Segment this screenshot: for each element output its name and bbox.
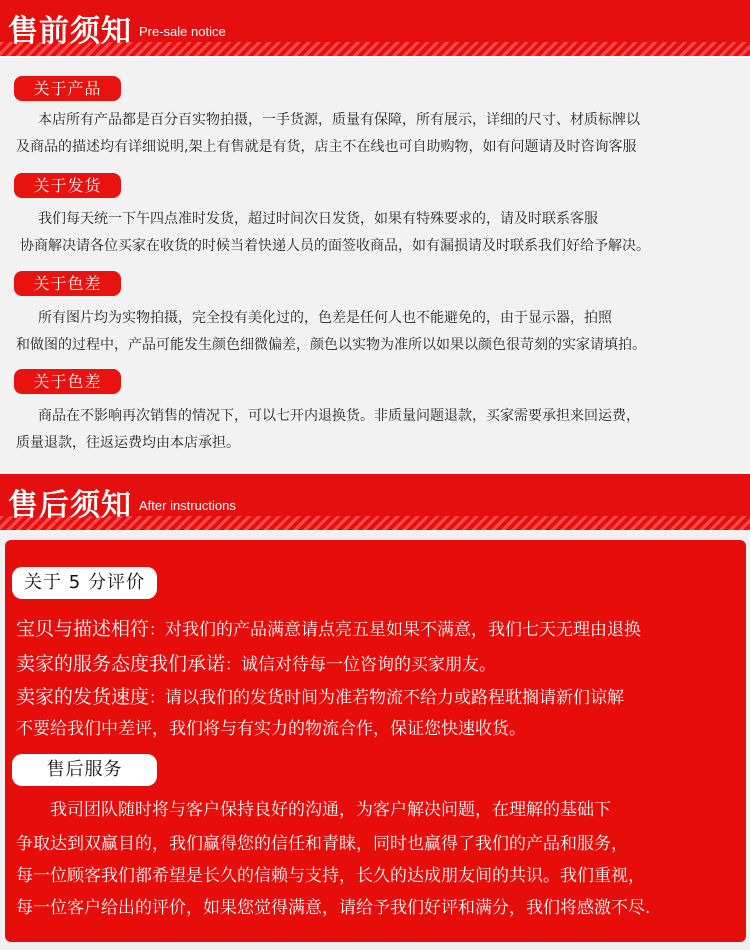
rating-item-sep: ：: [225, 655, 242, 674]
rating-item-description: [16, 616, 641, 643]
rating-item-text: 对我们的产品满意请点亮五星如果不满意，我们七天无理由退换: [165, 620, 642, 640]
presale-title: 售前须知: [8, 14, 132, 49]
rating-item-text: 诚信对待每一位咨询的买家朋友。: [241, 655, 497, 675]
section-label-returns: 关于色差: [14, 369, 121, 394]
section-text-line: 商品在不影响再次销售的情况下，可以七开内退换货。非质量问题退款，买家需要承担来回运费，: [38, 408, 640, 424]
rating-continuation: 不要给我们中差评，我们将与有实力的物流合作，保证您快速收货。: [16, 719, 526, 739]
rating-item-text: 请以我们的发货时间为准若物流不给力或路程耽搁请新们谅解: [165, 688, 625, 708]
presale-panel: [0, 58, 750, 472]
service-text-line: 我司团队随时将与客户保持良好的沟通，为客户解决问题，在理解的基础下: [50, 800, 611, 820]
presale-banner: [0, 0, 750, 56]
service-text-line: 每一位顾客我们都希望是长久的信赖与支持，长久的达成朋友间的共识。我们重视，: [16, 866, 645, 886]
section-label-shipping: 关于发货: [14, 173, 121, 198]
service-text-line: 每一位客户给出的评价，如果您觉得满意，请给予我们好评和满分，我们将感激不尽.: [16, 898, 651, 918]
section-label-color-difference: 关于色差: [14, 271, 121, 296]
rating-label: 关于 5 分评价: [12, 567, 157, 599]
section-text-line: 协商解决请各位买家在收货的时候当着快递人员的面签收商品，如有漏损请及时联系我们好给予解决。: [20, 238, 650, 254]
presale-subtitle: Pre-sale notice: [139, 24, 226, 39]
section-text-line: 和做图的过程中，产品可能发生颜色细微偏差，颜色以实物为准所以如果以颜色很苛刻的实家请填拍。: [16, 337, 646, 353]
rating-item-head: 宝贝与描述相符: [16, 618, 150, 640]
section-text-line: 所有图片均为实物拍摄，完全投有美化过的，色差是任何人也不能避免的，由于显示器，拍照: [38, 310, 612, 326]
section-text-line: 本店所有产品都是百分百实物拍摄，一手货源，质量有保障，所有展示，详细的尺寸、材质标牌以: [38, 112, 640, 128]
rating-item-service: [16, 651, 496, 678]
aftersale-banner: [0, 474, 750, 530]
aftersale-title: 售后须知: [8, 488, 132, 523]
section-text-line: 我们每天统一下午四点准时发货，超过时间次日发货，如果有特殊要求的，请及时联系客服: [38, 211, 598, 227]
service-label: 售后服务: [12, 754, 157, 786]
rating-item-head: 卖家的服务态度我们承诺: [16, 653, 226, 675]
rating-item-head: 卖家的发货速度: [16, 686, 150, 708]
section-text-line: 质量退款，往返运费均由本店承担。: [16, 435, 240, 451]
section-label-product: 关于产品: [14, 76, 121, 101]
section-text-line: 及商品的描述均有详细说明,架上有售就是有货，店主不在线也可自助购物，如有问题请及时咨询客服: [16, 139, 637, 155]
rating-item-delivery: [16, 684, 624, 711]
service-text-line: 争取达到双赢目的，我们赢得您的信任和青睐，同时也赢得了我们的产品和服务，: [16, 834, 628, 854]
rating-item-sep: ：: [149, 620, 166, 639]
rating-item-sep: ：: [149, 688, 166, 707]
aftersale-subtitle: After instructions: [139, 498, 236, 513]
